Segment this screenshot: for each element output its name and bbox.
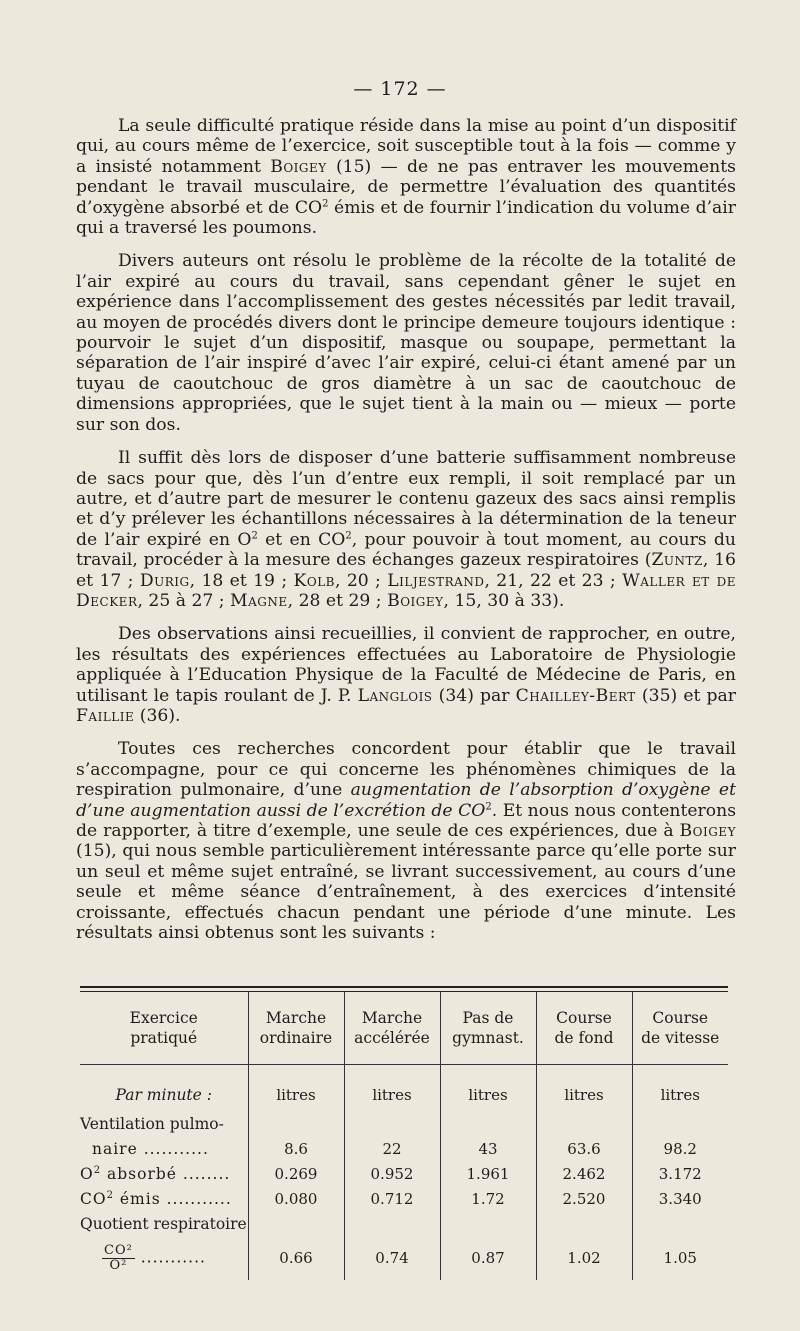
data-table <box>80 992 728 1280</box>
author-boigey: Boigey <box>270 156 327 177</box>
header-marche-acceleree: Marche accélérée <box>344 992 440 1065</box>
table-row: naire ........... 8.6 22 43 63.6 98.2 <box>80 1136 728 1161</box>
header-row <box>80 992 728 1065</box>
paragraph-2: Divers auteurs ont résolu le problème de la récolte de la totalité de l’air expiré au cours du travail, sans cependant gêner le sujet en expérience dans l’accomplissement des gestes nécessités par ledit travail, au moyen de procédés divers dont le principe demeure toujours identique : pourvoir le sujet d’un dispositif, masque ou soupape, permettant la séparation de l’air inspiré d’avec l’air expiré, celui-ci étant amené par un tuyau de caoutchouc de gros diamètre à un sac de caoutchouc de dimensions appropriées, que le sujet tient à la main ou — mieux — porte sur son dos. <box>76 251 736 435</box>
table-row: $O^2$ absorbé ........ 0.269 0.952 1.961 2.462 3.172 <box>80 1161 728 1186</box>
page-number: — 172 — <box>353 78 447 100</box>
header-course-vitesse: Course de vitesse <box>632 992 728 1065</box>
table-row: Ventilation pulmo- <box>80 1111 728 1136</box>
header-pas-gymnast: Pas de gymnast. <box>440 992 536 1065</box>
header-exercice: Exercice pratiqué <box>80 992 248 1065</box>
paragraph-5: Toutes ces recherches concordent pour établir que le travail s’accompagne, pour ce qui concerne les phénomènes chimiques de la respiration pulmonaire, d’une augmentation de l’absorption d’oxygène et d’une augmentation aussi de l’excrétion de $CO^2$. Et nous nous contenterons de rapporter, à titre d’exemple, une seule de ces expériences, due à Boigey (15), qui nous semble particulièrement intéressante parce qu’elle porte sur un seul et même sujet entraîné, se livrant successivement, au cours d’une seule et même séance d’entraînement, à des exercices d’intensité croissante, effectués chacun pendant une période d’une minute. Les résultats ainsi obtenus sont les suivants : <box>76 739 737 944</box>
quotient-fraction: $\frac{\text{CO²}}{\text{O²}}$ <box>104 1242 133 1273</box>
unit-row: Par minute : litres litres litres litres litres <box>80 1065 728 1112</box>
results-table <box>80 986 728 1280</box>
table-row: Quotient respiratoire <box>80 1211 728 1236</box>
body-text <box>76 116 736 956</box>
paragraph-3: Il suffit dès lors de disposer d’une batterie suffisamment nombreuse de sacs pour que, dès l’un d’entre eux rempli, il soit remplacé par un autre, et d’autre part de mesurer le contenu gazeux des sacs ainsi remplis et d’y prélever les échantillons nécessaires à la détermination de la teneur de l’air expiré en $O^2$ et en $CO^2$, pour pouvoir à tout moment, au cours du travail, procéder à la mesure des échanges gazeux respiratoires (Zuntz, 16 et 17 ; Durig, 18 et 19 ; Kolb, 20 ; Liljestrand, 21, 22 et 23 ; Waller et de Decker, 25 à 27 ; Magne, 28 et 29 ; Boigey, 15, 30 à 33). <box>76 448 737 611</box>
paragraph-1: La seule difficulté pratique réside dans la mise au point d’un dispositif qui, au cours même de l’exercice, soit susceptible tout à la fois — comme y a insisté notamment Boigey (15) — de ne pas entraver les mouvements pendant le travail musculaire, de permettre l’évaluation des quantités d’oxygène absorbé et de $CO^2$ émis et de fournir l’indication du volume d’air qui a traversé les poumons. <box>76 116 736 239</box>
table-row: $CO^2$ émis ........... 0.080 0.712 1.72 2.520 3.340 <box>80 1186 728 1211</box>
table-row: $\frac{\text{CO²}}{\text{O²}}$ ........... 0.66 0.74 0.87 1.02 1.05 <box>80 1236 728 1280</box>
header-course-fond: Course de fond <box>536 992 632 1065</box>
table-top-rule <box>80 986 728 988</box>
header-marche-ordinaire: Marche ordinaire <box>248 992 344 1065</box>
paragraph-4: Des observations ainsi recueillies, il convient de rapprocher, en outre, les résultats des expériences effectuées au Laboratoire de Physiologie appliquée à l’Education Physique de la Faculté de Médecine de Paris, en utilisant le tapis roulant de J. P. Langlois (34) par Chailley-Bert (35) et par Faillie (36). <box>76 624 736 726</box>
